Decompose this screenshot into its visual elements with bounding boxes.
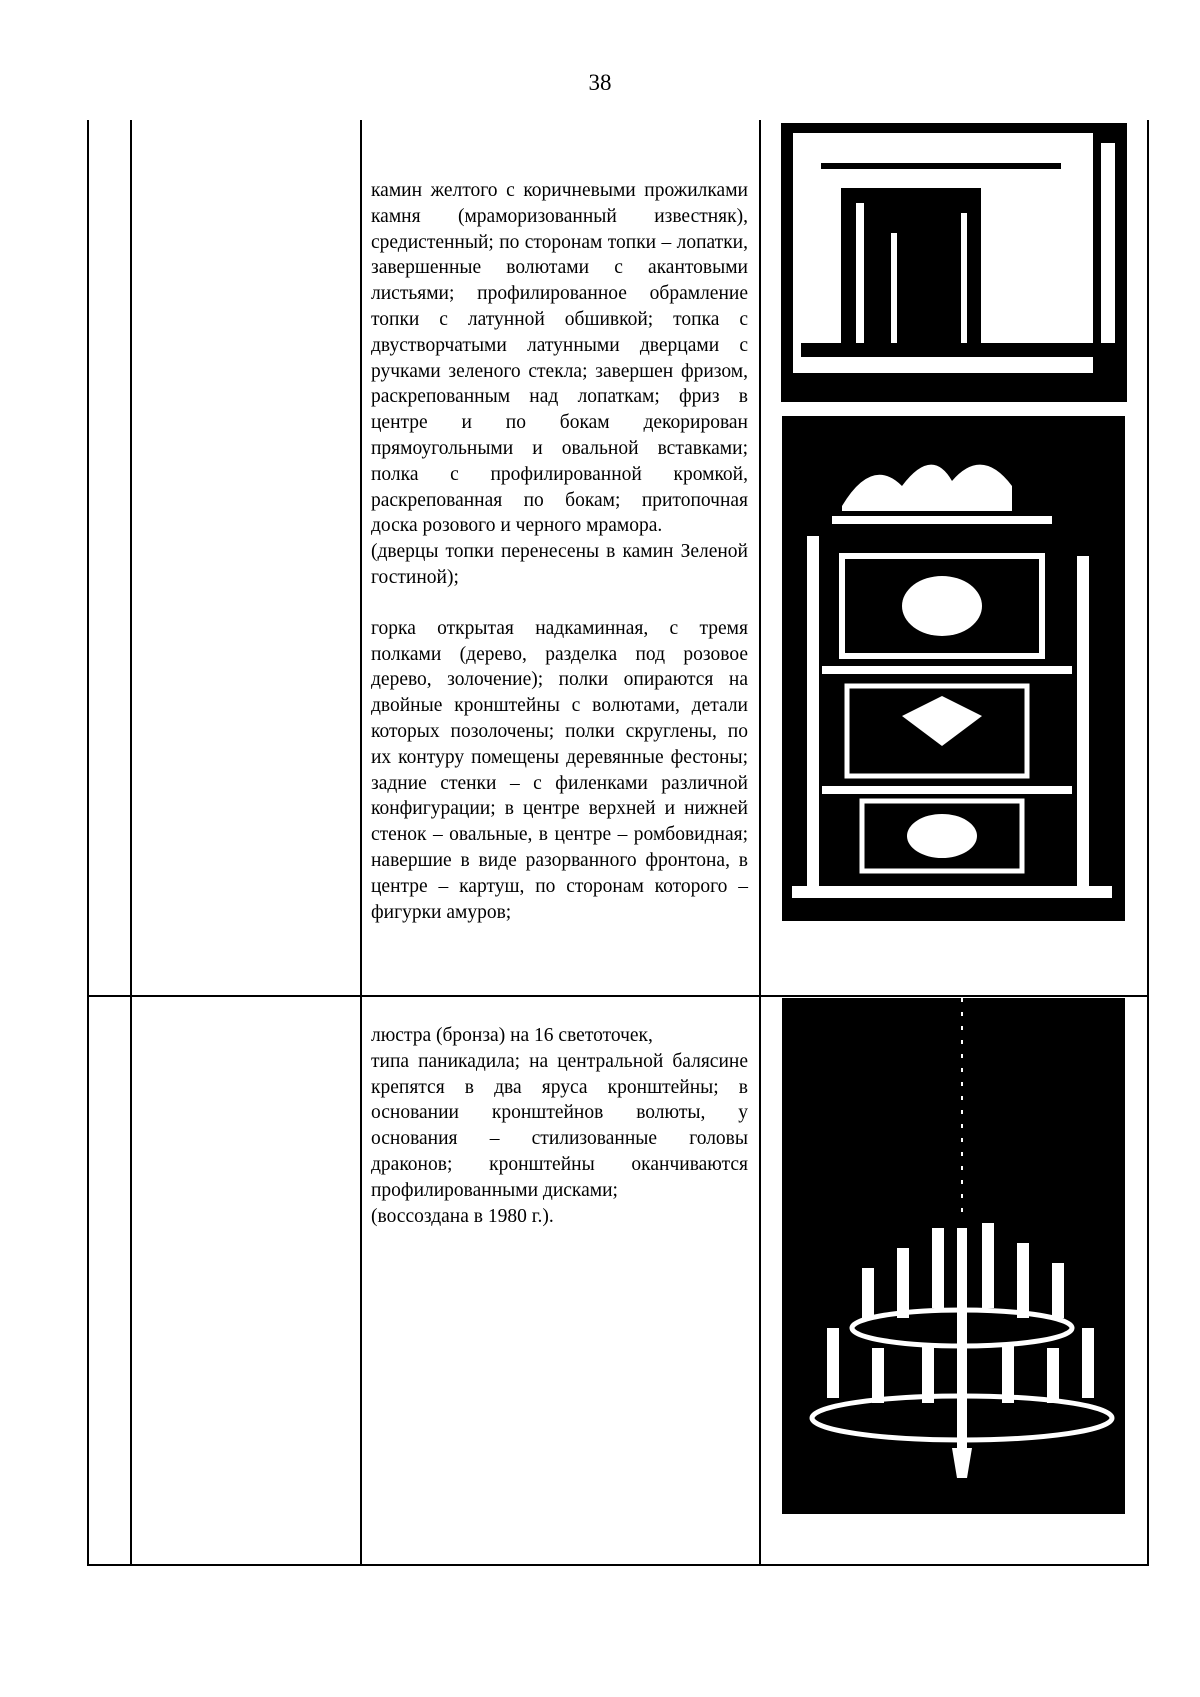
chandelier-description: типа паникадила; на центральной балясине крепятся в два яруса кронштейны; в основании кронштейнов волюты, у основания – стилизованные головы драконов; кронштейны оканчиваются профилированными дисками;	[371, 1050, 748, 1201]
table-border-left	[87, 120, 89, 1566]
table-column-divider	[759, 120, 761, 1566]
chandelier-photo	[782, 998, 1125, 1514]
fireplace-description: камин желтого с коричневыми прожилками камня (мраморизованный известняк), средистенный; по сторонам топки – лопатки, завершенные волютами с акантовыми листьями; профилированное обрамление топки с латунной обшивкой; топка с двустворчатыми латунными дверцами с ручками зеленого стекла; завершен фризом, раскрепованным над лопаткам; фриз в центре и по бокам декорирован прямоугольными и овальной вставками; полка с профилированной кромкой, раскрепованная по бокам; притопочная доска розового и черного мрамора.	[371, 180, 748, 537]
table-row-divider	[87, 995, 1149, 997]
chandelier-title-line: люстра (бронза) на 16 светоточек,	[371, 1025, 653, 1046]
chandelier-note: (воссоздана в 1980 г.).	[371, 1205, 554, 1227]
fireplace-note: (дверцы топки перенесены в камин Зеленой гостиной);	[371, 541, 748, 588]
table-column-divider	[130, 120, 132, 1566]
table-column-divider	[360, 120, 362, 1566]
page-number: 38	[588, 70, 612, 95]
row-1-description	[371, 178, 748, 925]
table-border-bottom	[87, 1564, 1149, 1566]
row-2-description	[371, 1023, 748, 1229]
fireplace-photo	[781, 123, 1127, 402]
table-border-right	[1147, 120, 1149, 1566]
overmantel-description: горка открытая надкаминная, с тремя полками (дерево, разделка под розовое дерево, золочение); полки опираются на двойные кронштейны с волютами, детали которых позолочены; полки скруглены, по их контуру помещены деревянные фестоны; задние стенки – с филенками различной конфигурации; в центре верхней и нижней стенок – овальные, в центре – ромбовидная; навершие в виде разорванного фронтона, в центре – картуш, по сторонам которого – фигурки амуров;	[371, 617, 748, 923]
overmantel-shelf-photo	[782, 416, 1125, 921]
